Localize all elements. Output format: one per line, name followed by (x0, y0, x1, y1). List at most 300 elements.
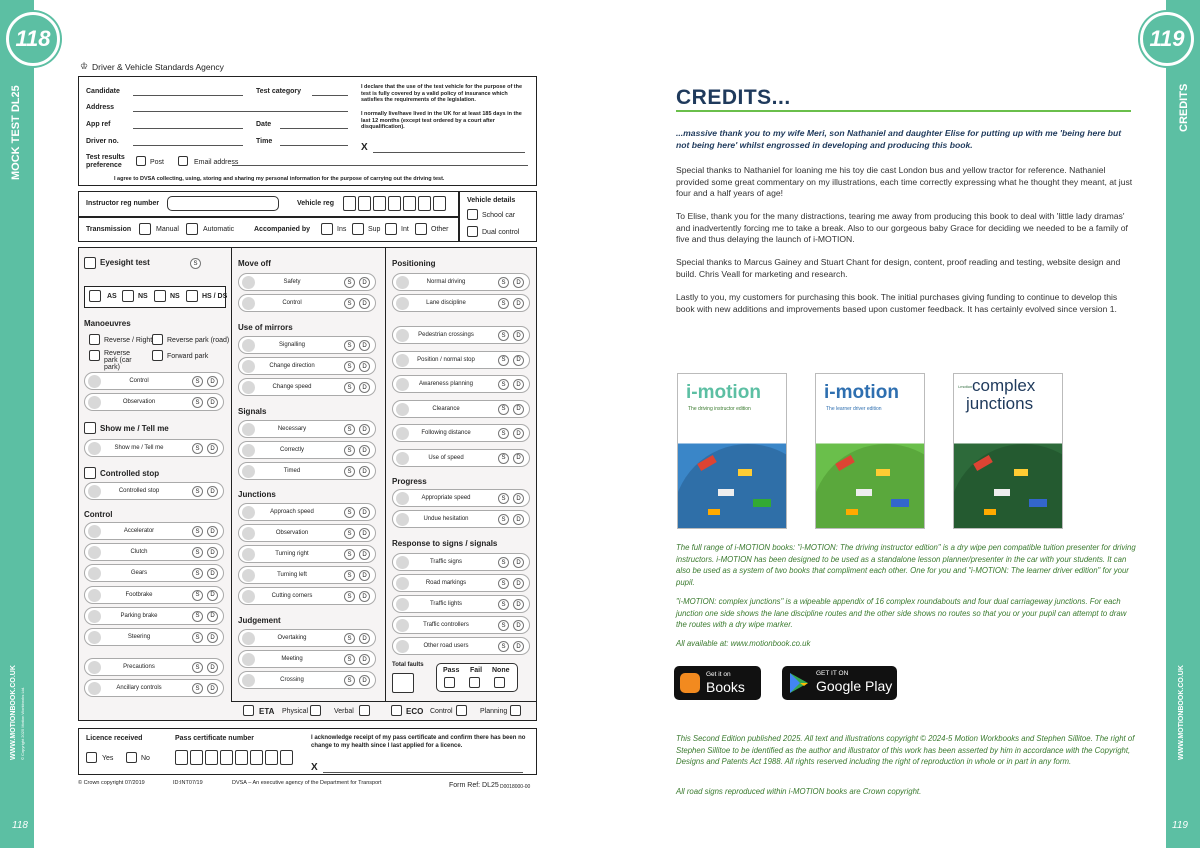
serious-marker[interactable]: S (344, 445, 355, 456)
left-bottom-page-number: 118 (12, 820, 28, 831)
dangerous-marker[interactable]: D (513, 355, 524, 366)
dangerous-marker[interactable]: D (359, 507, 370, 518)
candidate-field[interactable] (133, 95, 243, 96)
fault-row[interactable] (392, 294, 530, 312)
fault-row[interactable] (238, 545, 376, 563)
fault-tally[interactable] (396, 513, 409, 526)
dangerous-marker[interactable]: D (359, 654, 370, 665)
fault-tally[interactable] (242, 444, 255, 457)
serious-marker[interactable]: S (192, 611, 203, 622)
cover-title: i-motion (824, 382, 899, 403)
fault-row[interactable] (392, 637, 530, 655)
fault-tally[interactable] (88, 682, 101, 695)
driver-no-field[interactable] (133, 145, 243, 146)
eco-label: ECO (406, 707, 424, 716)
serious-marker[interactable]: S (344, 654, 355, 665)
serious-marker[interactable]: S (498, 578, 509, 589)
dangerous-marker[interactable]: D (513, 641, 524, 652)
row-label: Precautions (123, 664, 155, 670)
fault-row[interactable] (238, 587, 376, 605)
apple-big-label: Books (706, 679, 745, 695)
serious-marker[interactable]: S (192, 376, 203, 387)
fault-row[interactable] (392, 616, 530, 634)
dangerous-marker[interactable]: D (207, 486, 218, 497)
dangerous-marker[interactable]: D (359, 424, 370, 435)
serious-marker[interactable]: S (498, 379, 509, 390)
row-label: Traffic lights (429, 601, 462, 607)
google-play-badge[interactable] (782, 666, 897, 700)
dangerous-marker[interactable]: D (359, 675, 370, 686)
dangerous-marker[interactable]: D (359, 591, 370, 602)
fault-row[interactable] (84, 628, 224, 646)
serious-marker[interactable]: S (498, 620, 509, 631)
serious-marker[interactable]: S (192, 568, 203, 579)
pass-cert-box[interactable] (250, 750, 263, 765)
eta-row-divider (231, 701, 537, 702)
post-checkbox[interactable] (136, 156, 146, 166)
form-code: D0018000-00 (500, 784, 531, 790)
row-label: Footbrake (125, 591, 153, 598)
fault-tally[interactable] (242, 381, 255, 394)
verbal-checkbox[interactable] (359, 705, 370, 716)
row-label: Approach speed (270, 509, 314, 515)
dangerous-marker[interactable]: D (359, 382, 370, 393)
fault-tally[interactable] (242, 527, 255, 540)
serious-marker[interactable]: S (498, 277, 509, 288)
dangerous-marker[interactable]: D (207, 611, 218, 622)
dangerous-marker[interactable]: D (359, 340, 370, 351)
dangerous-marker[interactable]: D (513, 330, 524, 341)
serious-marker[interactable]: S (344, 549, 355, 560)
fault-row[interactable] (392, 273, 530, 291)
fault-row[interactable] (238, 650, 376, 668)
eyesight-serious[interactable]: S (190, 258, 201, 269)
vehicle-reg-box[interactable] (373, 196, 386, 211)
fault-tally[interactable] (242, 297, 255, 310)
pass-cert-box[interactable] (175, 750, 188, 765)
int-checkbox[interactable] (385, 223, 397, 235)
fault-row[interactable] (392, 326, 530, 344)
fault-row[interactable] (238, 273, 376, 291)
fault-row[interactable] (238, 378, 376, 396)
row-label: Control (129, 378, 149, 384)
fault-tally[interactable] (88, 567, 101, 580)
dangerous-marker[interactable]: D (513, 453, 524, 464)
dangerous-marker[interactable]: D (513, 404, 524, 415)
manoeuvre-observation-row[interactable] (84, 393, 224, 411)
serious-marker[interactable]: S (344, 570, 355, 581)
fault-tally[interactable] (242, 674, 255, 687)
serious-marker[interactable]: S (498, 493, 509, 504)
serious-marker[interactable]: S (498, 330, 509, 341)
fault-tally[interactable] (396, 492, 409, 505)
row-label: Necessary (277, 426, 307, 432)
fault-row[interactable] (84, 658, 224, 676)
apple-big-text (706, 679, 745, 695)
total-faults-label: Total faults (392, 662, 424, 668)
fault-row[interactable] (238, 566, 376, 584)
fault-row[interactable] (238, 671, 376, 689)
dangerous-marker[interactable]: D (207, 397, 218, 408)
fault-tally[interactable] (242, 653, 255, 666)
fault-row[interactable] (238, 441, 376, 459)
row-label: Lane discipline (426, 300, 466, 306)
row-label: Traffic signs (429, 559, 462, 565)
fault-row[interactable] (392, 510, 530, 528)
fault-row[interactable] (84, 543, 224, 561)
pass-cert-box[interactable] (235, 750, 248, 765)
signature-field[interactable] (373, 152, 525, 153)
fault-tally[interactable] (396, 403, 409, 416)
vehicle-reg-box[interactable] (418, 196, 431, 211)
controlled-stop-checkbox[interactable] (84, 467, 96, 479)
reverse-park-road-checkbox[interactable] (152, 334, 163, 345)
dangerous-marker[interactable]: D (207, 526, 218, 537)
cover-title-2: junctions (966, 394, 1034, 413)
serious-marker[interactable]: S (192, 662, 203, 673)
serious-marker[interactable]: S (344, 633, 355, 644)
fault-row[interactable] (84, 586, 224, 604)
fault-tally[interactable] (396, 378, 409, 391)
control-heading: Control (84, 510, 113, 519)
fault-tally[interactable] (396, 276, 409, 289)
paragraph-design-thanks: Special thanks to Marcus Gainey and Stuart Chant for design, content, proof reading and testing, website design and build. Chris Veall for marketing and research. (676, 257, 1121, 279)
dangerous-marker[interactable]: D (359, 277, 370, 288)
serious-marker[interactable]: S (344, 424, 355, 435)
instructor-reg-label: Instructor reg number (86, 200, 160, 207)
show-me-checkbox[interactable] (84, 422, 96, 434)
email-label: Email address (194, 159, 239, 166)
test-category-label: Test category (256, 88, 301, 95)
fault-tally[interactable] (88, 610, 101, 623)
fault-tally[interactable] (242, 632, 255, 645)
fault-row[interactable] (238, 629, 376, 647)
reverse-right-checkbox[interactable] (89, 334, 100, 345)
right-side-title: CREDITS (1178, 83, 1190, 132)
left-side-title: MOCK TEST DL25 (10, 85, 22, 180)
dangerous-marker[interactable]: D (513, 599, 524, 610)
fault-row[interactable] (84, 564, 224, 582)
fault-tally[interactable] (88, 375, 101, 388)
left-page-number-badge (6, 12, 60, 66)
fault-tally[interactable] (396, 619, 409, 632)
fault-tally[interactable] (396, 427, 409, 440)
physical-checkbox[interactable] (310, 705, 321, 716)
row-label: Correctly (279, 447, 304, 453)
dangerous-marker[interactable]: D (513, 493, 524, 504)
dangerous-marker[interactable]: D (513, 578, 524, 589)
show-me-row[interactable] (84, 439, 224, 457)
school-car-checkbox[interactable] (467, 209, 478, 220)
verbal-label: Verbal (334, 708, 354, 715)
ns-checkbox-2[interactable] (154, 290, 166, 302)
dual-control-label: Dual control (482, 229, 520, 236)
fault-row[interactable] (392, 400, 530, 418)
serious-marker[interactable]: S (192, 526, 203, 537)
ns-checkbox-1[interactable] (122, 290, 134, 302)
fault-row[interactable] (392, 553, 530, 571)
date-field[interactable] (280, 128, 348, 129)
serious-marker[interactable]: S (344, 340, 355, 351)
fault-row[interactable] (238, 420, 376, 438)
serious-marker[interactable]: S (344, 382, 355, 393)
forward-park-checkbox[interactable] (152, 350, 163, 361)
time-field[interactable] (280, 145, 348, 146)
ack-signature-field[interactable] (323, 772, 523, 773)
fault-tally[interactable] (396, 556, 409, 569)
dangerous-marker[interactable]: D (513, 620, 524, 631)
dangerous-marker[interactable]: D (207, 568, 218, 579)
dangerous-marker[interactable]: D (359, 361, 370, 372)
serious-marker[interactable]: S (192, 683, 203, 694)
fault-tally[interactable] (396, 452, 409, 465)
fault-tally[interactable] (242, 339, 255, 352)
serious-marker[interactable]: S (344, 466, 355, 477)
ns-label-1: NS (138, 293, 148, 300)
test-category-field[interactable] (312, 95, 348, 96)
dangerous-marker[interactable]: D (207, 632, 218, 643)
serious-marker[interactable]: S (498, 428, 509, 439)
right-side-web: WWW.MOTIONBOOK.CO.UK (1178, 665, 1185, 760)
eco-checkbox[interactable] (391, 705, 402, 716)
row-label: Change speed (272, 384, 312, 390)
row-label: Meeting (281, 656, 303, 662)
email-checkbox[interactable] (178, 156, 188, 166)
manoeuvre-control-row[interactable] (84, 372, 224, 390)
app-ref-field[interactable] (133, 128, 243, 129)
row-label: Steering (127, 634, 151, 640)
fault-row[interactable] (392, 574, 530, 592)
eta-checkbox[interactable] (243, 705, 254, 716)
sup-checkbox[interactable] (352, 223, 364, 235)
dvsa-exec: DVSA – An executive agency of the Department for Transport (232, 780, 382, 786)
fault-tally[interactable] (396, 640, 409, 653)
row-label: Other road users (423, 643, 469, 649)
cover-subtitle: The driving instructor edition (688, 406, 751, 412)
post-label: Post (150, 159, 165, 166)
serious-marker[interactable]: S (498, 404, 509, 415)
dangerous-marker[interactable]: D (359, 298, 370, 309)
dangerous-marker[interactable]: D (207, 443, 218, 454)
fault-row[interactable] (238, 294, 376, 312)
serious-marker[interactable]: S (498, 355, 509, 366)
instructor-reg-input[interactable] (167, 196, 279, 211)
fault-tally[interactable] (242, 360, 255, 373)
ins-checkbox[interactable] (321, 223, 333, 235)
fault-tally[interactable] (396, 354, 409, 367)
serious-marker[interactable]: S (344, 298, 355, 309)
fault-tally[interactable] (88, 631, 101, 644)
accompanied-label: Accompanied by (254, 226, 311, 233)
fault-row[interactable] (84, 522, 224, 540)
total-faults-box[interactable] (392, 673, 414, 693)
pass-checkbox[interactable] (444, 677, 455, 688)
cover-illustration (678, 429, 787, 529)
cover-title-1: complex (972, 376, 1036, 395)
fault-tally[interactable] (242, 276, 255, 289)
serious-marker[interactable]: S (498, 298, 509, 309)
controlled-stop-row[interactable] (84, 482, 224, 500)
fault-row[interactable] (392, 424, 530, 442)
fault-row[interactable] (238, 462, 376, 480)
dangerous-marker[interactable]: D (513, 557, 524, 568)
as-checkbox[interactable] (89, 290, 101, 302)
dangerous-marker[interactable]: D (207, 376, 218, 387)
hs-ds-checkbox[interactable] (186, 290, 198, 302)
fault-row[interactable] (392, 595, 530, 613)
fault-tally[interactable] (88, 661, 101, 674)
vehicle-reg-box[interactable] (358, 196, 371, 211)
manual-checkbox[interactable] (139, 223, 151, 235)
fault-tally[interactable] (88, 546, 101, 559)
dangerous-marker[interactable]: D (513, 298, 524, 309)
dangerous-marker[interactable]: D (207, 590, 218, 601)
fault-row[interactable] (392, 449, 530, 467)
pass-cert-box[interactable] (205, 750, 218, 765)
dangerous-marker[interactable]: D (207, 547, 218, 558)
dangerous-marker[interactable]: D (359, 528, 370, 539)
none-label: None (492, 667, 510, 674)
dual-control-checkbox[interactable] (467, 226, 478, 237)
fault-tally[interactable] (396, 329, 409, 342)
transmission-label: Transmission (86, 226, 132, 233)
left-side-web: WWW.MOTIONBOOK.CO.UK (10, 665, 17, 760)
fault-tally[interactable] (88, 589, 101, 602)
pass-cert-box[interactable] (190, 750, 203, 765)
fault-row[interactable] (392, 351, 530, 369)
fault-tally[interactable] (88, 525, 101, 538)
fault-tally[interactable] (396, 297, 409, 310)
serious-marker[interactable]: S (192, 397, 203, 408)
vehicle-reg-box[interactable] (343, 196, 356, 211)
fault-tally[interactable] (242, 465, 255, 478)
results-preference-label: Test results preference (86, 154, 125, 169)
fault-tally[interactable] (242, 548, 255, 561)
serious-marker[interactable]: S (344, 675, 355, 686)
dangerous-marker[interactable]: D (359, 549, 370, 560)
fault-tally[interactable] (242, 569, 255, 582)
date-label: Date (256, 121, 272, 128)
serious-marker[interactable]: S (344, 591, 355, 602)
row-label: Gears (130, 570, 148, 577)
vehicle-reg-box[interactable] (433, 196, 446, 211)
dangerous-marker[interactable]: D (359, 570, 370, 581)
manual-label: Manual (156, 226, 179, 233)
pass-cert-box[interactable] (265, 750, 278, 765)
fault-row[interactable] (238, 336, 376, 354)
other-checkbox[interactable] (415, 223, 427, 235)
fault-row[interactable] (392, 489, 530, 507)
row-label: Cutting corners (271, 593, 313, 599)
address-field[interactable] (133, 111, 348, 112)
column-divider (231, 247, 232, 701)
reverse-park-car-checkbox[interactable] (89, 350, 100, 361)
row-label: Controlled stop (118, 488, 160, 494)
dangerous-marker[interactable]: D (513, 428, 524, 439)
pass-cert-box[interactable] (280, 750, 293, 765)
reverse-park-road-label: Reverse park (road) (167, 337, 230, 344)
serious-marker[interactable]: S (192, 486, 203, 497)
fault-tally[interactable] (396, 577, 409, 590)
fault-tally[interactable] (88, 442, 101, 455)
serious-marker[interactable]: S (192, 547, 203, 558)
dangerous-marker[interactable]: D (359, 633, 370, 644)
fault-row[interactable] (238, 503, 376, 521)
form-id: ID:INT07/19 (173, 780, 203, 786)
right-page-number-badge (1140, 12, 1194, 66)
row-label: Road markings (425, 580, 467, 586)
dangerous-marker[interactable]: D (207, 662, 218, 673)
fault-row[interactable] (84, 607, 224, 625)
fault-tally[interactable] (242, 423, 255, 436)
driver-no-label: Driver no. (86, 138, 119, 145)
fault-tally[interactable] (88, 396, 101, 409)
pass-cert-box[interactable] (220, 750, 233, 765)
row-label: Change direction (269, 363, 315, 369)
dangerous-marker[interactable]: D (513, 277, 524, 288)
serious-marker[interactable]: S (344, 361, 355, 372)
fault-tally[interactable] (88, 485, 101, 498)
apple-books-badge[interactable] (674, 666, 761, 700)
serious-marker[interactable]: S (344, 528, 355, 539)
eco-control-checkbox[interactable] (456, 705, 467, 716)
manoeuvres-heading: Manoeuvres (84, 319, 131, 328)
fault-tally[interactable] (396, 598, 409, 611)
sup-label: Sup (368, 226, 381, 233)
dangerous-marker[interactable]: D (513, 379, 524, 390)
fault-row[interactable] (238, 357, 376, 375)
dangerous-marker[interactable]: D (359, 445, 370, 456)
serious-marker[interactable]: S (498, 599, 509, 610)
serious-marker[interactable]: S (498, 453, 509, 464)
fail-checkbox[interactable] (469, 677, 480, 688)
cover-brand: i-motion (958, 384, 973, 389)
email-field[interactable] (232, 165, 528, 166)
row-label: Normal driving (426, 279, 466, 285)
dangerous-marker[interactable]: D (513, 514, 524, 525)
serious-marker[interactable]: S (498, 641, 509, 652)
dangerous-marker[interactable]: D (207, 683, 218, 694)
eyesight-checkbox[interactable] (84, 257, 96, 269)
automatic-checkbox[interactable] (186, 223, 198, 235)
none-checkbox[interactable] (494, 677, 505, 688)
fault-row[interactable] (84, 679, 224, 697)
licence-no-checkbox[interactable] (126, 752, 137, 763)
fault-tally[interactable] (242, 590, 255, 603)
cover-illustration (954, 429, 1063, 529)
paragraph-customers: Lastly to you, my customers for purchasing this book. The initial purchases giving funding to continue to develop this book with new additions and improvements based upon customer feedback. It has certainly evolved since version 1. (676, 292, 1118, 314)
fault-row[interactable] (238, 524, 376, 542)
fault-tally[interactable] (242, 506, 255, 519)
serious-marker[interactable]: S (192, 443, 203, 454)
book-cover-junctions (953, 373, 1063, 529)
vehicle-reg-box[interactable] (388, 196, 401, 211)
dangerous-marker[interactable]: D (359, 466, 370, 477)
serious-marker[interactable]: S (192, 632, 203, 643)
fault-row[interactable] (392, 375, 530, 393)
serious-marker[interactable]: S (344, 277, 355, 288)
row-label: Accelerator (123, 528, 155, 534)
planning-checkbox[interactable] (510, 705, 521, 716)
serious-marker[interactable]: S (344, 507, 355, 518)
serious-marker[interactable]: S (498, 514, 509, 525)
serious-marker[interactable]: S (192, 590, 203, 601)
serious-marker[interactable]: S (498, 557, 509, 568)
show-me-heading: Show me / Tell me (100, 424, 169, 433)
vehicle-reg-box[interactable] (403, 196, 416, 211)
controlled-stop-heading: Controlled stop (100, 469, 160, 478)
licence-yes-checkbox[interactable] (86, 752, 97, 763)
